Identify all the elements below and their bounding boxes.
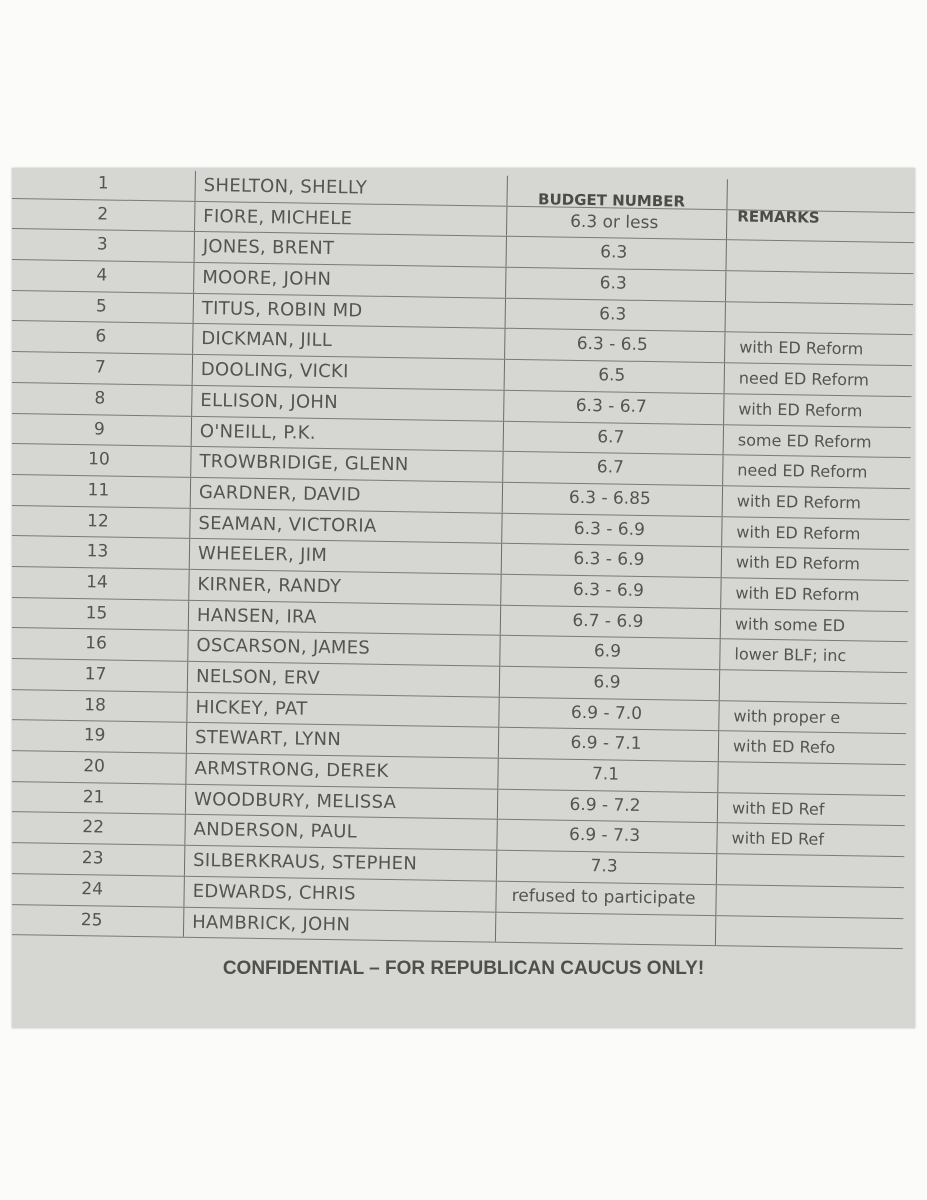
- remarks-cell: [715, 885, 915, 918]
- remarks-cell: [715, 916, 915, 949]
- budget-number: 6.7: [503, 421, 718, 454]
- budget-number: 6.9: [499, 636, 714, 669]
- legislator-name: DICKMAN, JILL: [192, 324, 505, 359]
- row-number: 23: [81, 848, 104, 869]
- remarks-cell: [716, 854, 915, 887]
- legislator-name: STEWART, LYNN: [186, 723, 499, 758]
- budget-number: 6.3 - 6.9: [501, 513, 716, 546]
- legislator-name: TROWBRIDIGE, GLENN: [190, 447, 503, 482]
- row-number: 7: [94, 357, 106, 378]
- remarks-cell: with ED Refo: [718, 732, 915, 765]
- legislator-name: FIORE, MICHELE: [194, 202, 507, 237]
- remarks-cell: need ED Reform: [722, 455, 915, 488]
- budget-number: 6.3: [505, 268, 720, 301]
- budget-number: 6.3 - 6.9: [501, 544, 716, 577]
- budget-number: 6.9 - 7.1: [498, 728, 713, 761]
- remarks-cell: lower BLF; inc: [719, 639, 915, 672]
- budget-number: 6.3 - 6.9: [500, 575, 715, 608]
- remarks-cell: some ED Reform: [723, 425, 915, 458]
- row-number: 24: [81, 878, 104, 900]
- legislator-name: WHEELER, JIM: [189, 539, 502, 574]
- remarks-cell: [726, 210, 915, 243]
- budget-number-header: BUDGET NUMBER: [537, 190, 686, 211]
- budget-number: 6.9 - 7.0: [498, 697, 713, 730]
- remarks-cell: with ED Reform: [723, 394, 915, 427]
- row-number: 15: [85, 602, 108, 624]
- remarks-cell: with ED Ref: [716, 824, 915, 857]
- row-number: 17: [84, 664, 107, 685]
- budget-number: 6.5: [504, 360, 719, 393]
- row-number: 21: [82, 786, 105, 808]
- budget-number: [495, 912, 710, 945]
- confidential-footer: CONFIDENTIAL – FOR REPUBLICAN CAUCUS ONLY!: [222, 958, 705, 979]
- legislator-name: TITUS, ROBIN MD: [193, 294, 506, 329]
- budget-number: 6.3 - 6.5: [504, 329, 719, 362]
- row-number: 10: [87, 449, 110, 470]
- row-number: 19: [83, 725, 106, 746]
- legislator-name: MOORE, JOHN: [193, 263, 506, 298]
- legislator-name: SILBERKRAUS, STEPHEN: [184, 846, 497, 881]
- remarks-cell: with ED Reform: [724, 333, 915, 366]
- budget-number: 6.9 - 7.3: [496, 820, 711, 853]
- remarks-cell: with proper e: [718, 701, 915, 734]
- budget-number: 6.9 - 7.2: [497, 789, 712, 822]
- legislator-name: EDWARDS, CHRIS: [183, 877, 496, 912]
- row-number: 8: [94, 388, 106, 409]
- row-number: 12: [86, 510, 109, 532]
- legislator-name: GARDNER, DAVID: [190, 478, 503, 513]
- budget-number: 6.3 - 6.7: [503, 391, 718, 424]
- remarks-cell: [725, 271, 915, 304]
- budget-number: 7.1: [497, 759, 712, 792]
- legislator-name: SEAMAN, VICTORIA: [189, 508, 502, 543]
- remarks-cell: with ED Ref: [717, 793, 915, 826]
- row-number: 3: [96, 234, 108, 255]
- legislator-name: KIRNER, RANDY: [188, 570, 501, 605]
- legislator-name: HICKEY, PAT: [186, 692, 499, 727]
- remarks-cell: with ED Reform: [721, 547, 915, 580]
- remarks-cell: [717, 762, 915, 795]
- budget-number: [506, 176, 721, 209]
- remarks-cell: with ED Reform: [721, 517, 915, 550]
- row-number: 4: [96, 265, 108, 286]
- legislator-name: DOOLING, VICKI: [192, 355, 505, 390]
- legislator-name: ELLISON, JOHN: [191, 386, 504, 421]
- row-number: 18: [84, 694, 107, 716]
- legislator-name: ANDERSON, PAUL: [184, 815, 497, 850]
- row-number: 11: [87, 480, 110, 501]
- legislator-name: HAMBRICK, JOHN: [183, 907, 496, 942]
- remarks-cell: [725, 241, 915, 274]
- row-number: 22: [82, 817, 105, 838]
- legislator-name: ARMSTRONG, DEREK: [185, 754, 498, 789]
- legislator-name: O'NEILL, P.K.: [191, 416, 504, 451]
- row-number: 16: [85, 633, 108, 654]
- row-number: 20: [83, 756, 106, 777]
- remarks-cell: with ED Reform: [720, 578, 915, 611]
- legislator-name: SHELTON, SHELLY: [195, 171, 508, 206]
- remarks-cell: [726, 179, 915, 212]
- legislator-name: NELSON, ERV: [187, 662, 500, 697]
- caucus-sheet: [12, 168, 915, 1028]
- budget-table: [12, 168, 915, 949]
- row-number: 9: [93, 418, 105, 439]
- table-body: [12, 168, 915, 949]
- legislator-name: OSCARSON, JAMES: [187, 631, 500, 666]
- budget-number: 6.3 - 6.85: [502, 483, 717, 516]
- legislator-name: JONES, BRENT: [194, 232, 507, 267]
- remarks-cell: need ED Reform: [724, 363, 915, 396]
- remarks-cell: with ED Reform: [722, 486, 915, 519]
- budget-number: 6.7: [502, 452, 717, 485]
- row-number: 6: [95, 326, 107, 347]
- remarks-cell: [719, 670, 915, 703]
- budget-number: 7.3: [496, 851, 711, 884]
- row-number: 2: [97, 204, 109, 225]
- remarks-cell: with some ED: [720, 609, 915, 642]
- budget-number: refused to participate: [495, 882, 710, 915]
- row-number: 13: [86, 541, 109, 562]
- legislator-name: HANSEN, IRA: [188, 600, 501, 635]
- budget-number: 6.7 - 6.9: [500, 605, 715, 638]
- legislator-name: WOODBURY, MELISSA: [185, 785, 498, 820]
- row-number: 14: [86, 572, 108, 593]
- budget-number: 6.3: [505, 299, 720, 332]
- remarks-header: REMARKS: [737, 207, 820, 227]
- remarks-cell: [725, 302, 915, 335]
- budget-number: 6.9: [499, 667, 714, 700]
- budget-number: 6.3: [506, 237, 721, 270]
- row-number: 5: [95, 296, 107, 317]
- row-number: 25: [80, 909, 103, 931]
- row-number: 1: [97, 173, 109, 194]
- budget-number: 6.3 or less: [506, 206, 721, 239]
